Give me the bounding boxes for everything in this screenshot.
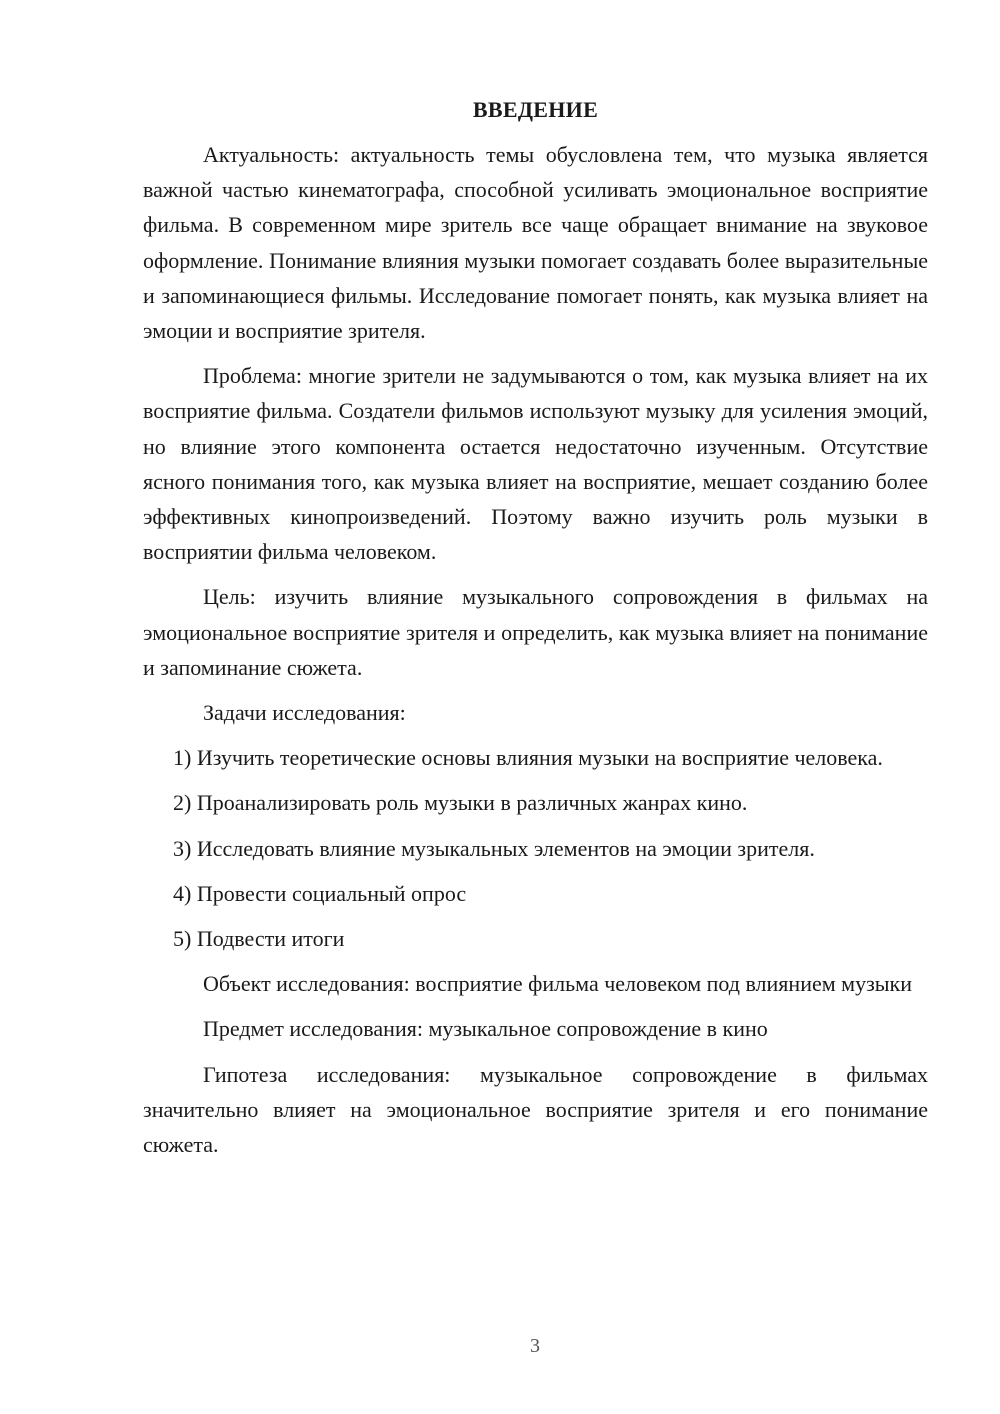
paragraph-relevance: Актуальность: актуальность темы обусловлена тем, что музыка является важной частью кинематографа, способной усиливать эмоциональное восприятие фильма. В современном мире зритель все чаще обращает внимание на звуковое оформление. Понимание влияния музыки помогает создавать более выразительные и запоминающиеся фильмы. Исследование помогает понять, как музыка влияет на эмоции и восприятие зрителя.	[143, 142, 928, 344]
list-item: 1) Изучить теоретические основы влияния музыки на восприятие человека.	[173, 745, 883, 771]
paragraph-goal: Цель: изучить влияние музыкального сопровождения в фильмах на эмоциональное восприятие зрителя и определить, как музыка влияет на понимание и запоминание сюжета.	[143, 584, 928, 680]
paragraph-object: Объект исследования: восприятие фильма человеком под влиянием музыки	[203, 971, 913, 997]
list-item: 2) Проанализировать роль музыки в различных жанрах кино.	[173, 790, 748, 816]
page-number: 3	[530, 1335, 540, 1357]
list-item: 4) Провести социальный опрос	[173, 880, 467, 906]
tasks-heading: Задачи исследования:	[203, 700, 406, 726]
list-item: 5) Подвести итоги	[173, 926, 345, 952]
tasks-list	[143, 740, 928, 956]
document-page	[143, 92, 928, 1322]
paragraph-subject: Предмет исследования: музыкальное сопровождение в кино	[203, 1016, 768, 1042]
paragraph-hypothesis: Гипотеза исследования: музыкальное сопровождение в фильмах значительно влияет на эмоциональное восприятие зрителя и его понимание сюжета.	[143, 1061, 928, 1158]
paragraph-problem: Проблема: многие зрители не задумываются о том, как музыка влияет на их восприятие фильма. Создатели фильмов используют музыку для усиления эмоций, но влияние этого компонента остается недостаточно изученным. Отсутствие ясного понимания того, как музыка влияет на восприятие, мешает созданию более эффективных кинопроизведений. Поэтому важно изучить роль музыки в восприятии фильма человеком.	[143, 363, 928, 565]
list-item: 3) Исследовать влияние музыкальных элементов на эмоции зрителя.	[173, 835, 815, 861]
page-title: ВВЕДЕНИЕ	[472, 97, 599, 122]
